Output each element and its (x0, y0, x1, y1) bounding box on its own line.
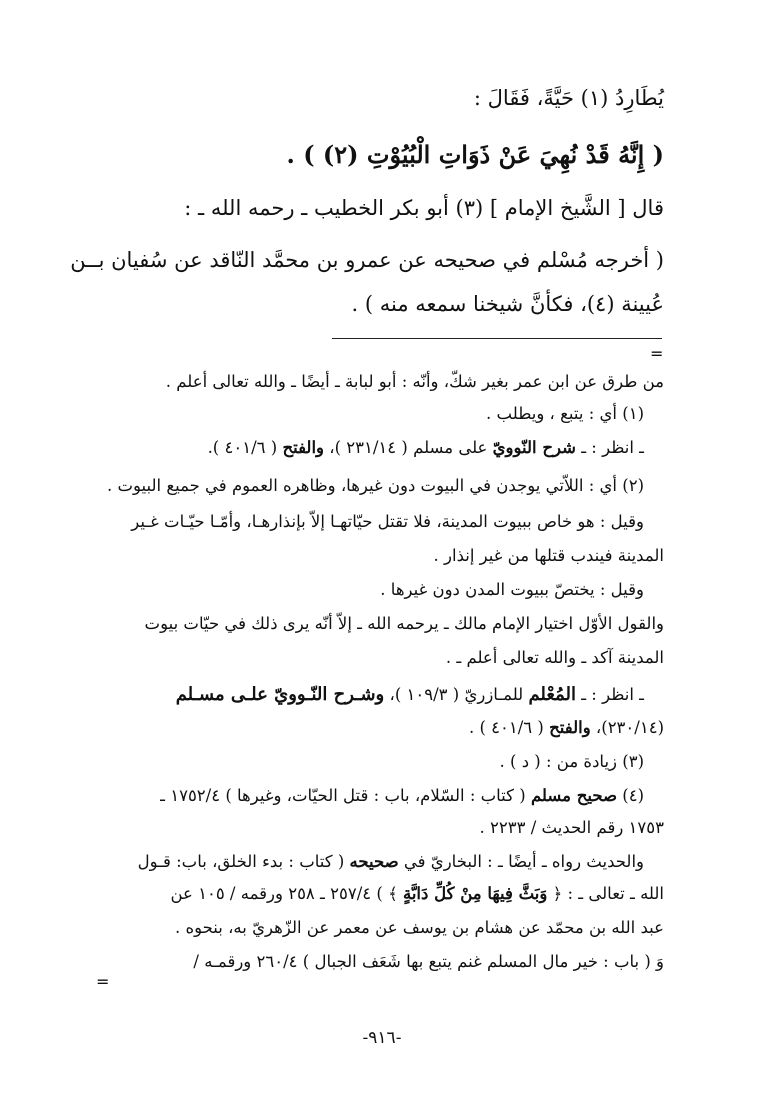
footnote-line-4: (٢) أي : اللاّتي يوجدن في البيوت دون غيرها، وظاهره العموم في جميع البيوت . (106, 476, 644, 495)
footnote-line-13: (٤) صحيح مسلم ( كتاب : السّلام، باب : قتل الحيّات، وغيرها ) ١٧٥٢/٤ ـ (160, 786, 644, 805)
footnote-line-8: والقول الأوّل اختيار الإمام مالك ـ يرحمه الله ـ إلاّ أنّه يرى ذلك في حيّات بيوت (144, 614, 664, 633)
footnote-line-17: عبد الله بن محمّد عن هشام بن يوسف عن معمر عن الزّهريّ به، بنحوه . (174, 918, 664, 937)
body-line-5: عُيينة (٤)، فكأنَّ شيخنا سمعه منه ) . (351, 292, 664, 316)
footnote-line-15: والحديث رواه ـ أيضًا ـ : البخاريّ في صحيحه ( كتاب : بدء الخلق، باب: قـول (137, 852, 644, 871)
body-line-3: قال [ الشَّيخ الإمام ] (٣) أبو بكر الخطيب ـ رحمه الله ـ : (184, 196, 664, 220)
footnote-divider (332, 338, 662, 339)
page-number: -٩١٦- (362, 1028, 402, 1048)
footnote-continuation-mark-top: = (650, 344, 664, 363)
footnote-line-11: (٢٣٠/١٤)، والفتح ( ٤٠١/٦ ) . (468, 718, 664, 737)
footnote-line-1: من طرق عن ابن عمر بغير شكّ، وأنّه : أبو لبابة ـ أيضًا ـ والله تعالى أعلم . (165, 372, 664, 391)
footnote-line-14: ١٧٥٣ رقم الحديث / ٢٢٣٣ . (479, 818, 664, 837)
footnote-line-10: ـ انظر : ـ المُعْلم للمـازريّ ( ١٠٩/٣ )، وشـرح النّـوويّ علـى مسـلم (175, 684, 644, 705)
footnote-line-6: المدينة فيندب قتلها من غير إنذار . (433, 546, 664, 565)
footnote-line-3: ـ انظر : ـ شرح النّوويّ على مسلم ( ٢٣١/١٤ )، والفتح ( ٤٠١/٦ ). (207, 438, 644, 457)
footnote-line-16: الله ـ تعالى ـ : ﴿ وَبَثَّ فِيهَا مِنْ كُلِّ دَابَّةٍ ﴾ ) ٢٥٧/٤ ـ ٢٥٨ ورقمه / ١٠٥ عن (170, 884, 664, 903)
footnote-line-7: وقيل : يختصّ ببيوت المدن دون غيرها . (380, 580, 644, 599)
footnote-line-5: وقيل : هو خاص ببيوت المدينة، فلا تقتل حيّاتهـا إلاّ بإنذارهـا، وأمّـا حيّـات غـير (131, 512, 644, 531)
body-line-1: يُطَارِدُ (١) حَيَّةً، فَقَالَ : (473, 86, 664, 110)
body-line-4: ( أخرجه مُسْلم في صحيحه عن عمرو بن محمَّد النّاقد عن سُفيان بــن (70, 248, 664, 272)
footnote-line-12: (٣) زيادة من : ( د ) . (499, 752, 644, 771)
footnote-line-18: وَ ( باب : خير مال المسلم غنم يتبع بها شَعَف الجبال ) ٢٦٠/٤ ورقمـه / (193, 952, 664, 971)
footnote-line-9: المدينة آكد ـ والله تعالى أعلم ـ . (445, 648, 664, 667)
footnote-line-2: (١) أي : يتبع ، ويطلب . (486, 404, 644, 423)
body-line-2-hadith: ( إِنَّهُ قَدْ نُهِيَ عَنْ ذَوَاتِ الْبُيُوْتِ (٢) ) . (286, 140, 664, 169)
footnote-continuation-mark-bottom: = (96, 972, 110, 991)
